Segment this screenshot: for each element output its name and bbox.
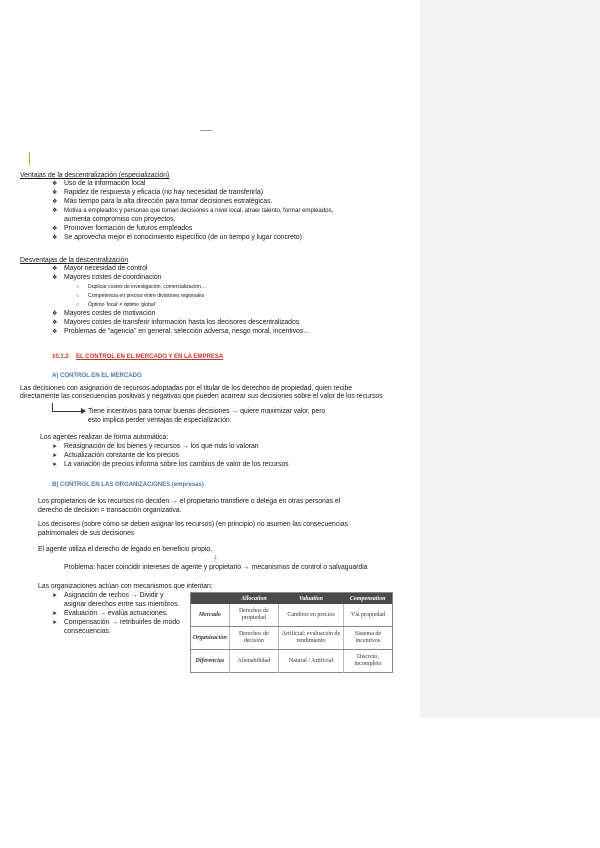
arrow-stem — [52, 403, 53, 411]
paragraph: Tiene incentivos para tomar buenas decisiones → quiere maximizar valor, pero — [88, 408, 326, 415]
table-header-cell: Compensation — [343, 593, 392, 605]
table-cell: Derechos de decisión — [229, 627, 278, 650]
table-cell: Vía propiedad — [343, 604, 392, 627]
list-item: Mayores costes de motivación — [64, 310, 156, 317]
ventajas-title: Ventajas de la descentralización (especialización) — [20, 172, 170, 179]
section-number: 10.1.2 — [52, 353, 69, 360]
paragraph: patrimoniales de sus decisiones — [38, 530, 135, 537]
arrow-bullet-icon: ➤ — [52, 453, 58, 459]
diamond-bullet-icon: ❖ — [52, 199, 58, 205]
paragraph: Las decisiones con asignación de recursos adoptadas por el titular de los derechos de propiedad, quien recibe — [20, 385, 353, 392]
list-item-continuation: asignar derechos entre sus miembros. — [64, 601, 180, 608]
table-cell: Sistema de incentivos — [343, 627, 392, 650]
list-item-continuation: aumenta compromiso con proyectos. — [64, 216, 176, 223]
list-item: Mayores costes de coordinación — [64, 274, 162, 281]
list-item: Compensación → retribuirles de modo — [64, 619, 180, 626]
header-mark — [200, 130, 212, 131]
paragraph: Los propietarios de los recursos no deciden → el propietario transfiere o delega en otras personas el — [38, 498, 341, 505]
list-item-continuation: consecuencias. — [64, 628, 111, 635]
sub-list-item: Competencia en precios entre divisiones regionales — [88, 293, 205, 299]
paragraph: Las organizaciones actúan con mecanismos que intentan: — [38, 583, 213, 590]
table-row — [191, 604, 393, 627]
arrow-bullet-icon: ➤ — [52, 620, 58, 626]
list-item: Rapidez de respuesta y eficacia (no hay necesidad de transferirla) — [64, 189, 263, 196]
subsection-heading-organizaciones: B) CONTROL EN LAS ORGANIZACIONES (empresas) — [52, 481, 204, 488]
paragraph: El agente utiliza el derecho de legado en beneficio propio. — [38, 546, 213, 553]
table-cell: Alienabilidad — [229, 650, 278, 673]
table-cell: Discreto, incompleto — [354, 654, 382, 667]
arrow-bullet-icon: ➤ — [52, 444, 58, 450]
list-item: Evaluación → evalúa actuaciones. — [64, 610, 168, 617]
desventajas-title: Desventajas de la descentralización — [20, 257, 129, 264]
list-item: Se aprovecha mejor el conocimiento específico (de un tiempo y lugar concreto) — [64, 234, 302, 241]
list-item: Uso de la información local — [64, 180, 146, 187]
section-title: EL CONTROL EN EL MERCADO Y EN LA EMPRESA — [76, 353, 224, 360]
table-row — [191, 627, 393, 650]
table-header-cell: Valuation — [279, 593, 344, 605]
table-cell: Artificial: evaluación de rendimiento — [279, 627, 344, 650]
diamond-bullet-icon: ❖ — [52, 275, 58, 281]
diamond-bullet-icon: ❖ — [52, 235, 58, 241]
list-item: Actualización constante de los precios — [64, 452, 179, 459]
circle-bullet-icon: ○ — [76, 284, 80, 290]
down-arrow-icon: ↓ — [214, 554, 218, 561]
list-item: Reasignación de los bienes y recursos → los que más lo valoran — [64, 443, 259, 450]
diamond-bullet-icon: ❖ — [52, 226, 58, 232]
paragraph: directamente las consecuencias positivas y negativas que pueden acarrear sus decisiones sobre el valor de los recursos — [20, 393, 383, 400]
diamond-bullet-icon: ❖ — [52, 190, 58, 196]
diamond-bullet-icon: ❖ — [52, 181, 58, 187]
table-cell: Natural / Artificial — [279, 650, 344, 673]
diamond-bullet-icon: ❖ — [52, 266, 58, 272]
list-item: Promover formación de futuros empleados — [64, 225, 193, 232]
circle-bullet-icon: ○ — [76, 293, 80, 299]
list-item: Más tiempo para la alta dirección para tomar decisiones estratégicas. — [64, 198, 273, 205]
table-header-cell: Allocation — [229, 593, 278, 605]
list-item: Mayor necesidad de control — [64, 265, 148, 272]
table-cell: Derechos de propiedad — [229, 604, 278, 627]
circle-bullet-icon: ○ — [76, 302, 80, 308]
text-cursor — [29, 152, 30, 165]
paragraph: Los decisores (sobre cómo se deben asignar los recursos) (en principio) no asumen las consecuencias — [38, 521, 348, 528]
arrow-bullet-icon: ➤ — [52, 611, 58, 617]
table-header-cell — [191, 593, 230, 605]
paragraph: Problema: hacer coincidir intereses de agente y propietario → mecanismos de control o salvaguardia — [64, 564, 368, 571]
table-row — [191, 650, 393, 673]
list-item: Motiva a empleados y personas que toman decisiones a nivel local, atraer talento, formar empleados, — [64, 207, 334, 214]
list-item: La variación de precios informa sobre los cambios de valor de los recursos — [64, 461, 289, 468]
sub-list-item: Duplicar costes de investigación, comercialización… — [88, 284, 206, 290]
arrow-bullet-icon: ➤ — [52, 593, 58, 599]
comparison-table — [190, 592, 393, 673]
arrow-bullet-icon: ➤ — [52, 462, 58, 468]
list-item: Problemas de "agencia" en general: selección adversa, riesgo moral, incentivos… — [64, 328, 311, 335]
table-row-header: Mercado — [191, 604, 230, 627]
table-row-header: Diferencias — [191, 650, 230, 673]
arrow-right-icon — [81, 408, 86, 414]
diamond-bullet-icon: ❖ — [52, 311, 58, 317]
diamond-bullet-icon: ❖ — [52, 329, 58, 335]
list-item: Asignación de rechos → Dividir y — [64, 592, 164, 599]
paragraph: Los agentes realizan de forma automática: — [40, 434, 169, 441]
table-header-row — [191, 593, 393, 605]
comments-pane — [420, 0, 600, 718]
diamond-bullet-icon: ❖ — [52, 208, 58, 214]
list-item: Mayores costes de transferir información hasta los decisores descentralizados — [64, 319, 300, 326]
paragraph: esto implica perder ventajas de especialización. — [88, 417, 232, 424]
diamond-bullet-icon: ❖ — [52, 320, 58, 326]
table-cell: Cambios en precios — [279, 604, 344, 627]
arrow-line — [52, 411, 82, 412]
table-row-header: Organización — [191, 627, 230, 650]
sub-list-item: Óptimo 'local' ≠ óptimo 'global' — [88, 302, 156, 308]
paragraph: derecho de decisión = transacción organizativa. — [38, 507, 182, 514]
subsection-heading-mercado: A) CONTROL EN EL MERCADO — [52, 372, 142, 379]
